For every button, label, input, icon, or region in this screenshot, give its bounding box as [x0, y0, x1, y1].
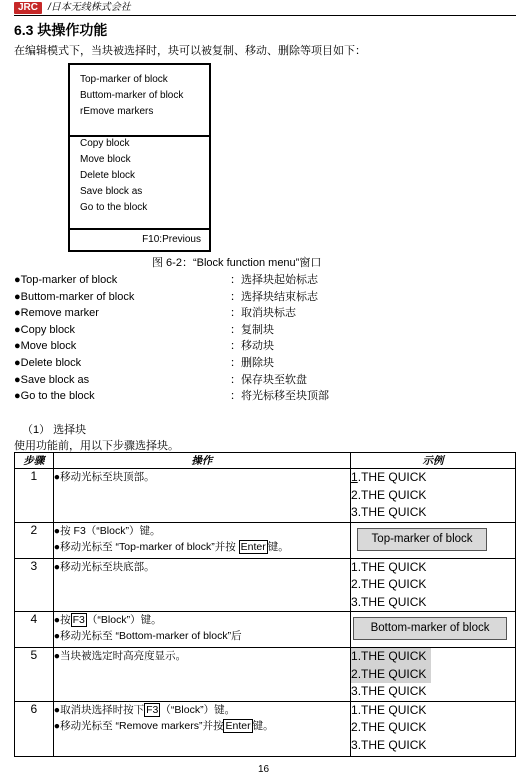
step-number: 5 — [15, 648, 54, 702]
step-number: 4 — [15, 612, 54, 648]
example-line-1: .THE QUICK — [357, 470, 427, 484]
function-desc: ：选择块结束标志 — [230, 290, 318, 303]
step-example: 1.THE QUICK 2.THE QUICK 3.THE QUICK — [351, 469, 516, 523]
figure-caption: 图 6-2：“Block function menu”窗口 — [152, 257, 322, 269]
step-operation: ●移动光标至块底部。 — [53, 558, 350, 612]
header-operation: 操作 — [53, 453, 350, 469]
header-example: 示例 — [351, 453, 516, 469]
function-descriptions — [230, 272, 329, 405]
header-step: 步骤 — [15, 453, 54, 469]
function-name: ●Delete block — [14, 356, 82, 369]
function-desc: ：删除块 — [230, 356, 274, 369]
menu-item-bottom-marker[interactable]: Buttom-marker of block — [80, 90, 184, 101]
company-name: /日本无线株式会社 — [48, 2, 131, 13]
block-function-menu — [68, 63, 211, 252]
menu-item-save-block[interactable]: Save block as — [80, 186, 143, 197]
table-row — [15, 648, 516, 702]
bottom-marker-button[interactable]: Bottom-marker of block — [353, 617, 507, 640]
step-example — [351, 612, 516, 648]
function-desc: ：保存块至软盘 — [230, 373, 307, 386]
step-example — [351, 522, 516, 558]
menu-item-copy-block[interactable]: Copy block — [80, 138, 130, 149]
function-name: ●Copy block — [14, 323, 76, 336]
step-example: 1.THE QUICK 2.THE QUICK 3.THE QUICK — [351, 648, 516, 702]
step-operation: ●按 F3 （“Block”）键。 ●移动光标至 “Bottom-marker of block”后 — [53, 612, 350, 648]
table-row — [15, 558, 516, 612]
menu-item-move-block[interactable]: Move block — [80, 154, 131, 165]
function-name: ●Remove marker — [14, 307, 99, 320]
function-desc: ：取消块标志 — [230, 307, 296, 320]
step-operation: ●取消块选择时按下 F3 （“Block”）键。 ●移动光标至 “Remove markers”并按 Enter 键。 — [53, 701, 350, 756]
step-operation: ●按 F3（“Block”）键。 ●移动光标至 “Top-marker of block”并按 Enter 键。 — [53, 522, 350, 558]
step-number: 1 — [15, 469, 54, 523]
step-number: 3 — [15, 558, 54, 612]
table-row — [15, 469, 516, 523]
function-desc: ：选择块起始标志 — [230, 274, 318, 286]
f3-key: F3 — [146, 703, 159, 716]
highlighted-line: 2.THE QUICK — [351, 666, 431, 684]
table-row — [15, 522, 516, 558]
subsection-intro: 使用功能前，用以下步骤选择块。 — [14, 440, 179, 452]
step-operation: ●当块被选定时高亮度显示。 — [53, 648, 350, 702]
function-desc: ：将光标移至块顶部 — [230, 390, 329, 403]
f3-key: F3 — [72, 614, 85, 626]
function-name: ●Go to the block — [14, 390, 95, 403]
table-row — [15, 612, 516, 648]
steps-table — [14, 452, 516, 757]
menu-footer-divider — [70, 228, 209, 230]
menu-previous-key[interactable]: F10:Previous — [142, 234, 201, 245]
header-rule — [14, 15, 516, 16]
jrc-logo: JRC — [14, 2, 42, 14]
step-number: 6 — [15, 701, 54, 756]
function-name: ●Save block as — [14, 373, 90, 386]
top-marker-button[interactable]: Top-marker of block — [357, 528, 487, 551]
function-list — [14, 272, 134, 405]
menu-item-go-to-block[interactable]: Go to the block — [80, 202, 148, 213]
step-operation: ●移动光标至块顶部。 — [53, 469, 350, 523]
page-number: 16 — [258, 764, 270, 775]
section-intro: 在编辑模式下，当块被选择时，块可以被复制、移动、删除等项目如下： — [14, 45, 366, 57]
function-name: ●Buttom-marker of block — [14, 290, 135, 303]
enter-key: Enter — [240, 540, 266, 553]
function-name: ●Move block — [14, 340, 77, 353]
menu-item-top-marker[interactable]: Top-marker of block — [80, 74, 168, 85]
menu-item-remove-markers[interactable]: rEmove markers — [80, 106, 154, 117]
table-row — [15, 701, 516, 756]
highlighted-line: 1.THE QUICK — [351, 648, 431, 666]
subsection-title: （1） 选择块 — [22, 424, 87, 436]
function-desc: ：移动块 — [230, 340, 274, 353]
menu-divider — [70, 135, 209, 137]
function-name: ●Top-marker of block — [14, 274, 118, 286]
table-header-row — [15, 453, 516, 469]
step-example: 1.THE QUICK 2.THE QUICK 3.THE QUICK — [351, 558, 516, 612]
function-desc: ：复制块 — [230, 323, 274, 336]
menu-item-delete-block[interactable]: Delete block — [80, 170, 136, 181]
enter-key: Enter — [225, 719, 251, 732]
step-example: 1.THE QUICK 2.THE QUICK 3.THE QUICK — [351, 701, 516, 756]
section-title: 6.3 块操作功能 — [14, 22, 108, 38]
step-number: 2 — [15, 522, 54, 558]
